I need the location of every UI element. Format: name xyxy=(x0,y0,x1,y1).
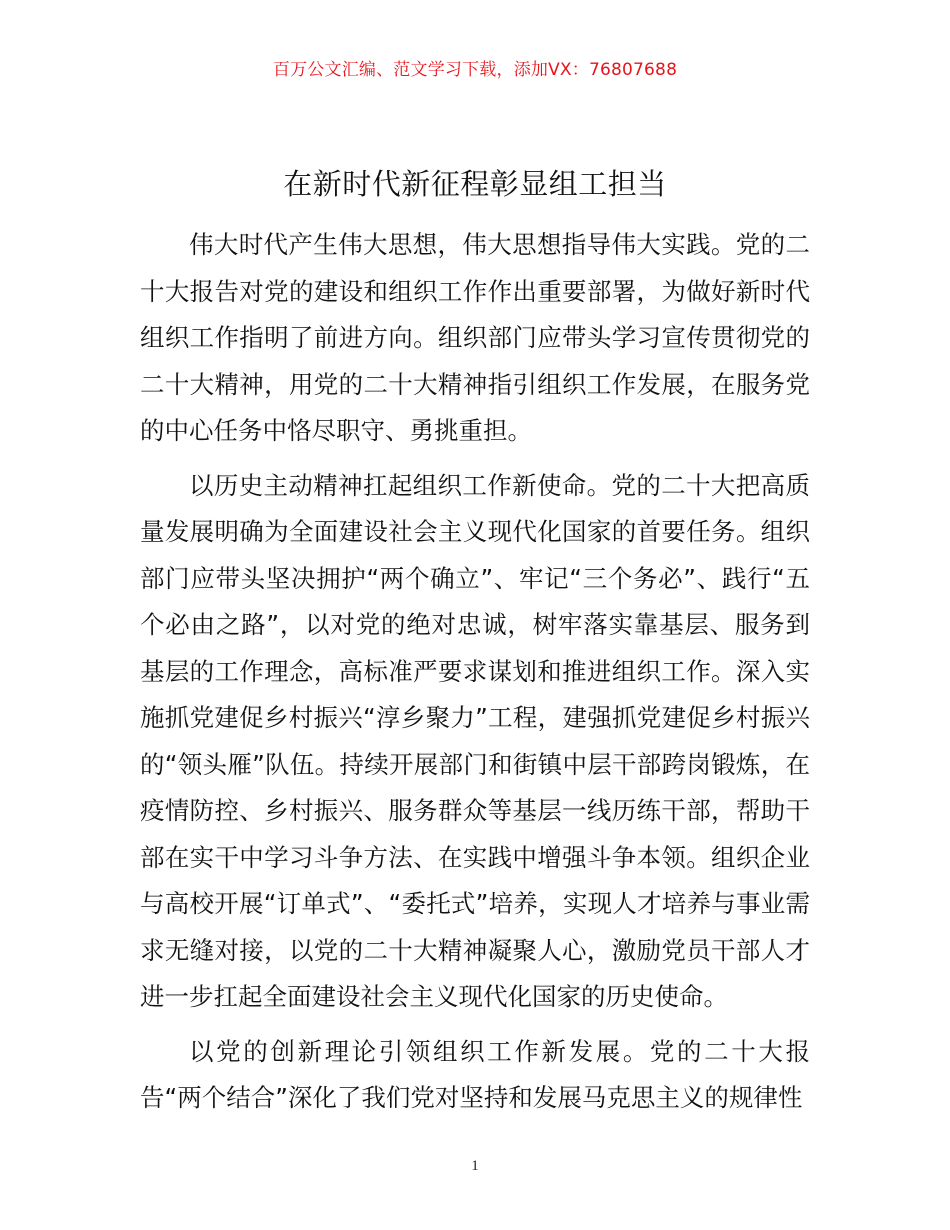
paragraph-1: 伟大时代产生伟大思想，伟大思想指导伟大实践。党的二十大报告对党的建设和组织工作作出重要部署，为做好新时代组织工作指明了前进方向。组织部门应带头学习宣传贯彻党的二十大精神，用党的二十大精神指引组织工作发展，在服务党的中心任务中恪尽职守、勇挑重担。 xyxy=(140,230,810,445)
page-number: 1 xyxy=(471,1158,479,1174)
paragraph-3: 以党的创新理论引领组织工作新发展。党的二十大报告“两个结合”深化了我们党对坚持和发展马克思主义的规律性 xyxy=(140,1036,810,1112)
paragraph-2: 以历史主动精神扛起组织工作新使命。党的二十大把高质量发展明确为全面建设社会主义现代化国家的首要任务。组织部门应带头坚决拥护“两个确立”、牢记“三个务必”、践行“五个必由之路”，以对党的绝对忠诚，树牢落实靠基层、服务到基层的工作理念，高标准严要求谋划和推进组织工作。深入实施抓党建促乡村振兴“淳乡聚力”工程，建强抓党建促乡村振兴的“领头雁”队伍。持续开展部门和街镇中层干部跨岗锻炼，在疫情防控、乡村振兴、服务群众等基层一线历练干部，帮助干部在实干中学习斗争方法、在实践中增强斗争本领。组织企业与高校开展“订单式”、“委托式”培养，实现人才培养与事业需求无缝对接，以党的二十大精神凝聚人心，激励党员干部人才进一步扛起全面建设社会主义现代化国家的历史使命。 xyxy=(140,470,810,1011)
document-title: 在新时代新征程彰显组工担当 xyxy=(283,167,667,201)
watermark-header: 百万公文汇编、范文学习下载，添加VX：76807688 xyxy=(272,60,678,80)
document-body xyxy=(140,222,810,1130)
